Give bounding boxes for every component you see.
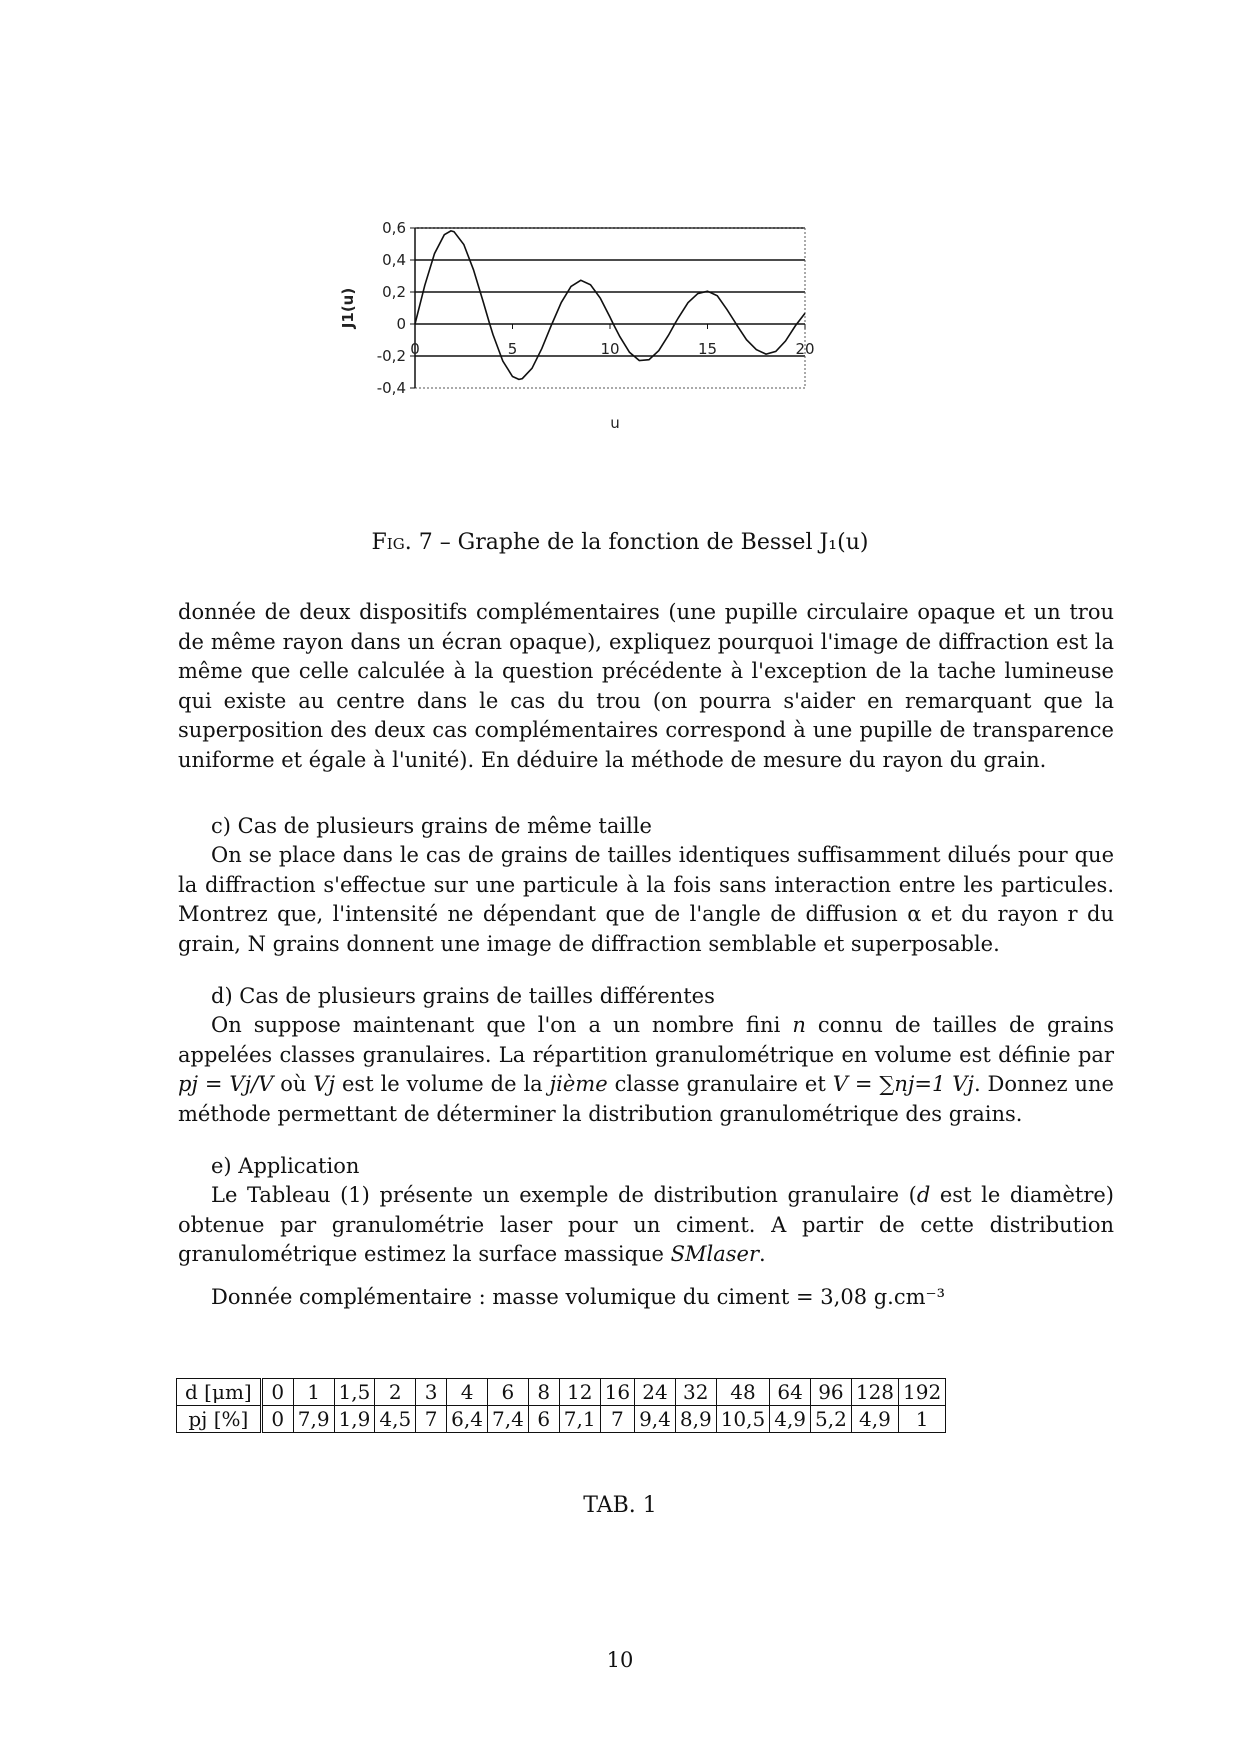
- figure-caption: [0, 530, 1240, 555]
- x-tick-label: 10: [600, 340, 620, 358]
- e-var-smlaser: SMlaser: [670, 1242, 760, 1267]
- d-text-5: classe granulaire et: [614, 1072, 826, 1097]
- e-var-d: d: [916, 1183, 931, 1207]
- table-cell: 192: [899, 1379, 946, 1406]
- d-var-jeme: jième: [549, 1072, 608, 1097]
- table-cell: 8: [528, 1379, 559, 1406]
- table-cell: 7: [416, 1406, 447, 1433]
- table-cell: 4,5: [375, 1406, 416, 1433]
- table-cell: 5,2: [811, 1406, 852, 1433]
- chart-grid: [415, 228, 805, 356]
- table-row-percent: [177, 1406, 946, 1433]
- x-tick-label: 20: [795, 340, 815, 358]
- bessel-chart: [339, 219, 910, 478]
- y-tick-label: 0,4: [382, 251, 406, 269]
- figure-label: Fig.: [371, 530, 412, 555]
- y-tick-label: 0,2: [382, 283, 406, 301]
- section-d-title: d) Cas de plusieurs grains de tailles différentes: [211, 984, 715, 1008]
- table-cell: 10,5: [716, 1406, 770, 1433]
- table-cell: 9,4: [635, 1406, 676, 1433]
- table-cell: 1: [899, 1406, 946, 1433]
- table-cell: 128: [851, 1379, 898, 1406]
- x-tick-label: 15: [697, 340, 718, 358]
- paragraph-complementary: donnée de deux dispositifs complémentaires (une pupille circulaire opaque et un trou de même rayon dans un écran opaque), expliquez pourquoi l'image de diffraction est la même que celle calculée à la question précédente à l'exception de la tache lumineuse qui existe au centre dans le cas du trou (on pourra s'aider en remarquant que la superposition des deux cas complémentaires correspond à une pupille de transparence uniforme et égale à l'unité). En déduire la méthode de mesure du rayon du grain.: [178, 600, 1114, 772]
- table-cell: 6,4: [447, 1406, 488, 1433]
- y-tick-label: -0,4: [376, 379, 406, 397]
- table-cell: 1,5: [334, 1379, 375, 1406]
- d-formula-pj: pj = Vj/V: [178, 1072, 274, 1097]
- y-tick-label: -0,2: [376, 347, 406, 365]
- d-text-4: est le volume de la: [342, 1072, 543, 1097]
- table-cell: 16: [600, 1379, 634, 1406]
- table-cell: 32: [675, 1379, 716, 1406]
- d-text-1: On suppose maintenant que l'on a un nombre fini: [211, 1013, 781, 1037]
- table-cell: 7,9: [293, 1406, 334, 1433]
- table-row-diameter: [177, 1379, 946, 1406]
- table-cell: 4: [447, 1379, 488, 1406]
- x-tick-label: 5: [507, 340, 518, 358]
- table-cell: 0: [261, 1406, 293, 1433]
- table-row-label: d [μm]: [177, 1379, 262, 1406]
- d-text-6: . Donnez une méthode permettant de déterminer la distribution granulométrique des grains.: [178, 1072, 1114, 1126]
- table-cell: 96: [811, 1379, 852, 1406]
- table-cell: 4,9: [770, 1406, 811, 1433]
- section-e-extra: Donnée complémentaire : masse volumique du ciment = 3,08 g.cm⁻³: [211, 1285, 946, 1309]
- section-d-body: [178, 1011, 1114, 1129]
- table-label: TAB. 1: [583, 1493, 657, 1518]
- section-c-body: On se place dans le cas de grains de tailles identiques suffisamment dilués pour que la diffraction s'effectue sur une particule à la fois sans interaction entre les particules. Montrez que, l'intensité ne dépendant que de l'angle de diffusion α et du rayon r du grain, N grains donnent une image de diffraction semblable et superposable.: [178, 843, 1114, 956]
- table-cell: 7,4: [487, 1406, 528, 1433]
- table-cell: 64: [770, 1379, 811, 1406]
- table-cell: 7,1: [559, 1406, 600, 1433]
- figure-caption-text: 7 – Graphe de la fonction de Bessel J₁(u): [418, 530, 869, 555]
- granulometry-table: [176, 1378, 946, 1433]
- chart-axes: [410, 228, 805, 388]
- d-var-vj: Vj: [313, 1072, 336, 1097]
- y-tick-label: 0,6: [382, 219, 406, 237]
- y-axis-label: J1(u): [339, 287, 357, 329]
- table-cell: 8,9: [675, 1406, 716, 1433]
- y-tick-label: 0: [396, 315, 406, 333]
- d-var-n: n: [792, 1013, 806, 1037]
- x-axis-label: u: [610, 414, 620, 432]
- d-text-3: où: [280, 1072, 307, 1097]
- x-tick-label: 0: [410, 340, 420, 358]
- table-cell: 2: [375, 1379, 416, 1406]
- e-text-3: .: [759, 1242, 766, 1267]
- granulometry-table-wrap: [176, 1378, 946, 1433]
- e-text-2: est le diamètre) obtenue par granulométrie laser pour un ciment. A partir de cette distribution granulométrique estimez la surface massique: [178, 1183, 1114, 1267]
- section-e-title: e) Application: [211, 1154, 360, 1178]
- table-cell: 0: [261, 1379, 293, 1406]
- table-cell: 3: [416, 1379, 447, 1406]
- table-cell: 4,9: [851, 1406, 898, 1433]
- table-cell: 48: [716, 1379, 770, 1406]
- page-number: 10: [606, 1648, 634, 1672]
- table-cell: 1,9: [334, 1406, 375, 1433]
- section-e-body: [178, 1181, 1114, 1270]
- table-cell: 24: [635, 1379, 676, 1406]
- table-cell: 7: [600, 1406, 634, 1433]
- e-text-1: Le Tableau (1) présente un exemple de distribution granulaire (: [211, 1183, 917, 1207]
- table-cell: 6: [528, 1406, 559, 1433]
- table-row-label: pj [%]: [177, 1406, 262, 1433]
- table-cell: 12: [559, 1379, 600, 1406]
- d-text-2: connu de tailles de grains appelées classes granulaires. La répartition granulométrique en volume est définie par: [178, 1013, 1114, 1067]
- d-formula-sum: V = ∑nj=1 Vj: [832, 1072, 974, 1097]
- table-cell: 1: [293, 1379, 334, 1406]
- table-cell: 6: [487, 1379, 528, 1406]
- section-c-title: c) Cas de plusieurs grains de même taille: [211, 814, 652, 838]
- chart-labels: [339, 219, 815, 432]
